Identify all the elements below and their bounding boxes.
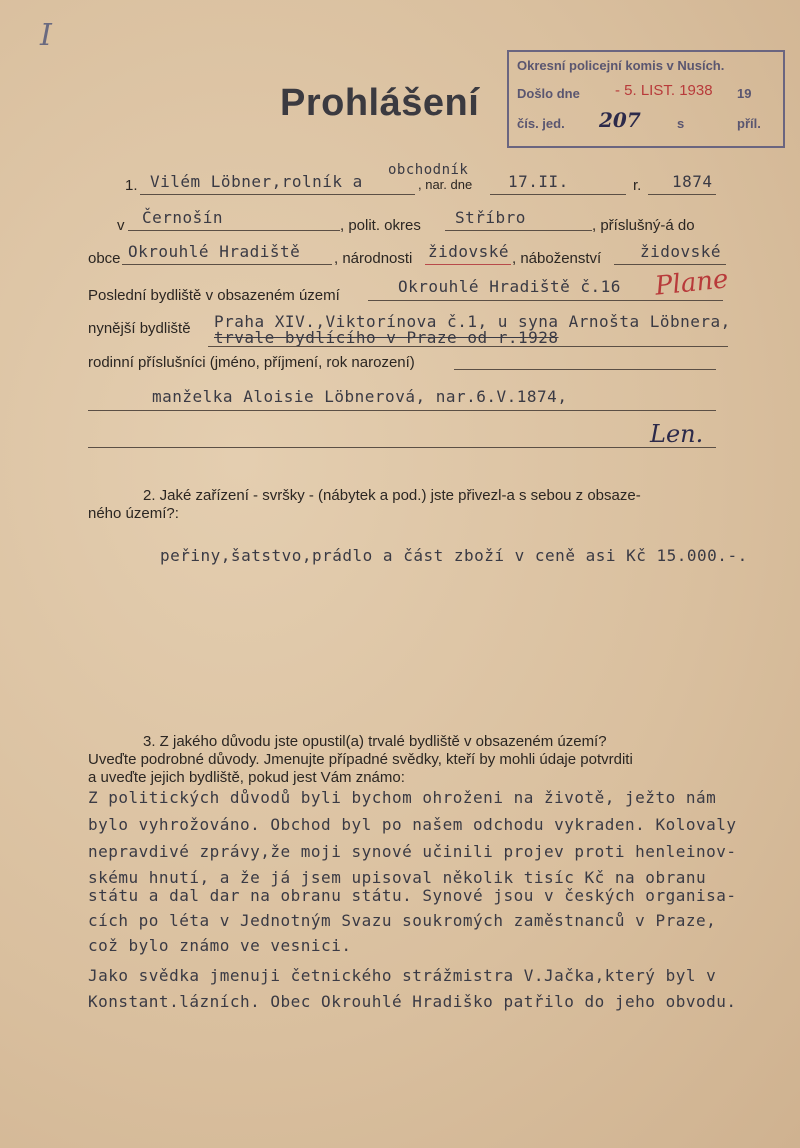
q1-last-residence: Okrouhlé Hradiště č.16 xyxy=(398,277,621,296)
q1-occupation-extra: obchodník xyxy=(388,162,469,178)
registry-stamp xyxy=(507,50,785,148)
q1-district-label: , polit. okres xyxy=(340,217,421,234)
signature-mark: Len. xyxy=(650,420,704,448)
stamp-year-suffix: 19 xyxy=(737,86,752,101)
q3-answer-line: bylo vyhrožováno. Obchod byl po našem odchodu vykraden. Kolovaly xyxy=(88,815,737,834)
q1-belongs-label: , příslušný-á do xyxy=(592,217,695,234)
q1-current-residence-2: trvale bydlícího v Praze od r.1928 xyxy=(214,328,559,347)
stamp-attach-suffix: příl. xyxy=(737,116,761,131)
stamp-ref-number: 207 xyxy=(599,108,641,132)
q1-current-residence-1: Praha XIV.,Viktorínova č.1, u syna Arnošta Löbnera, xyxy=(214,312,731,331)
q1-nationality-label: , národnosti xyxy=(334,250,413,267)
stamp-ref-label: čís. jed. xyxy=(517,116,565,131)
q3-question-2: Uveďte podrobné důvody. Jmenujte případné svědky, kteří by mohli údaje potvrditi xyxy=(88,751,633,768)
corner-mark: I xyxy=(40,18,52,53)
q3-answer-line: nepravdivé zprávy,že moji synové učinili projev proti henleinov- xyxy=(88,842,737,861)
stamp-received-date: - 5. LIST. 1938 xyxy=(615,82,713,99)
q3-answer-line: skému hnutí, a že já jsem upisoval několik tisíc Kč na obranu xyxy=(88,868,707,887)
q2-answer: peřiny,šatstvo,prádlo a část zboží v ceně asi Kč 15.000.-. xyxy=(160,546,748,565)
q2-question-2: ného území?: xyxy=(88,505,179,522)
q1-family-label: rodinní příslušníci (jméno, příjmení, rok narození) xyxy=(88,354,415,371)
q1-birth-year: 1874 xyxy=(672,172,713,191)
q1-name: Vilém Löbner,rolník a xyxy=(150,172,363,191)
q1-last-residence-label: Poslední bydliště v obsazeném území xyxy=(88,287,340,304)
q3-question-1: 3. Z jakého důvodu jste opustil(a) trvalé bydliště v obsazeném území? xyxy=(143,733,607,750)
q3-answer-line: což bylo známo ve vesnici. xyxy=(88,936,352,955)
q2-question-1: 2. Jaké zařízení - svršky - (nábytek a pod.) jste přivezl-a s sebou z obsaze- xyxy=(143,487,641,504)
q3-answer-line: Z politických důvodů byli bychom ohroženi na životě, ježto nám xyxy=(88,788,717,807)
q1-current-residence-label: nynější bydliště xyxy=(88,320,191,337)
q1-place-prefix: v xyxy=(117,217,125,234)
q1-number: 1. xyxy=(125,177,138,194)
q1-religion: židovské xyxy=(640,242,722,261)
q3-answer-line: státu a dal dar na obranu státu. Synové jsou v českých organisa- xyxy=(88,886,737,905)
q3-question-3: a uveďte jejich bydliště, pokud jest Vám známo: xyxy=(88,769,405,786)
q1-family-1: manželka Aloisie Löbnerová, nar.6.V.1874, xyxy=(152,387,568,406)
q1-community-label: obce xyxy=(88,250,121,267)
q1-community: Okrouhlé Hradiště xyxy=(128,242,301,261)
q1-birthplace: Černošín xyxy=(142,208,224,227)
q1-religion-label: , náboženství xyxy=(512,250,602,267)
q1-year-label: r. xyxy=(633,177,642,194)
stamp-office: Okresní policejní komis v Nusích. xyxy=(517,58,725,73)
q3-witness-line: Jako svědka jmenuji četnického strážmistra V.Jačka,který byl v xyxy=(88,966,717,985)
stamp-received-label: Došlo dne xyxy=(517,86,580,101)
q1-nationality: židovské xyxy=(428,242,510,261)
page-title: Prohlášení xyxy=(280,82,480,124)
red-annotation: Plane xyxy=(653,264,730,302)
q1-born-date: 17.II. xyxy=(508,172,569,191)
q1-born-label: , nar. dne xyxy=(418,177,473,192)
stamp-attach-label: s xyxy=(677,116,685,131)
q3-witness-line: Konstant.lázních. Obec Okrouhlé Hradiško patřilo do jeho obvodu. xyxy=(88,992,737,1011)
q1-district: Stříbro xyxy=(455,208,526,227)
q3-answer-line: cích po léta v Jednotným Svazu soukromých zaměstnanců v Praze, xyxy=(88,911,717,930)
